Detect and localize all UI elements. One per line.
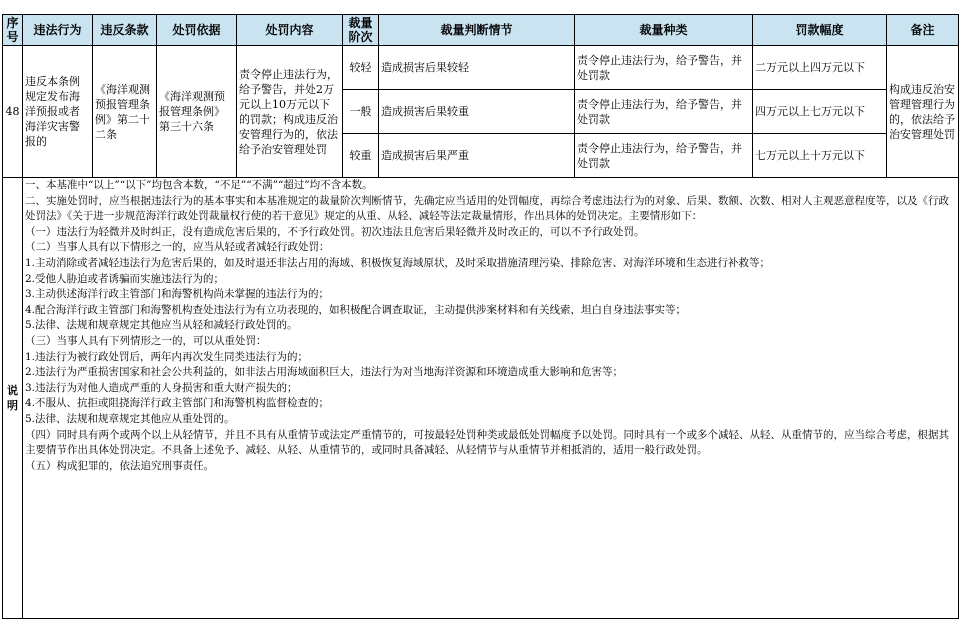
note-line: 1.违法行为被行政处罚后，两年内再次发生同类违法行为的；	[25, 350, 309, 363]
notes-body	[23, 178, 959, 619]
note-line: 2.违法行为严重损害国家和社会公共利益的，如非法占用海域面积巨大，违法行为对当地海洋资源和环境造成重大影响和危害等；	[25, 366, 624, 379]
notes-label: 说明	[3, 178, 23, 619]
discretion-type-cell: 责令停止违法行为，给予警告，并处罚款	[575, 46, 753, 90]
discretion-benchmark-table	[2, 14, 959, 619]
header-penalty-content: 处罚内容	[237, 15, 343, 46]
header-violation: 违法行为	[23, 15, 93, 46]
row-article-violated: 《海洋观测预报管理条例》第二十二条	[93, 46, 157, 178]
fine-range-cell: 四万元以上七万元以下	[753, 90, 887, 134]
circumstance-cell: 造成损害后果严重	[379, 134, 575, 178]
note-line: 4.配合海洋行政主管部门和海警机构查处违法行为有立功表现的，如积极配合调查取证，主动提供涉案材料和有关线索，坦白自身违法事实等；	[25, 303, 687, 316]
row-penalty-content: 责令停止违法行为，给予警告，并处2万元以上10万元以下的罚款；构成违反治安管理行为的，依法给予治安管理处罚	[237, 46, 343, 178]
circumstance-cell: 造成损害后果较重	[379, 90, 575, 134]
header-seq: 序号	[3, 15, 23, 46]
note-line: （一）违法行为轻微并及时纠正，没有造成危害后果的，不予行政处罚。初次违法且危害后果轻微并及时改正的，可以不予行政处罚。	[25, 225, 645, 238]
note-line: （四）同时具有两个或两个以上从轻情节，并且不具有从重情节或法定严重情节的，可按最轻处罚种类或最低处罚幅度予以处罚。同时具有一个或多个减轻、从轻、从重情节的，应当综合考虑，根据其主要情节作出具体处罚决定。不具备上述免予、减轻、从轻、从重情节的，或同时具备减轻、从轻情节与从重情节并相抵消的，适用一般行政处罚。	[25, 428, 949, 457]
note-line: （三）当事人具有下列情形之一的，可以从重处罚：	[25, 334, 267, 347]
row-violation: 违反本条例规定发布海洋预报或者海洋灾害警报的	[23, 46, 93, 178]
fine-range-cell: 二万元以上四万元以下	[753, 46, 887, 90]
header-judgment-circumstances: 裁量判断情节	[379, 15, 575, 46]
notes-row	[3, 178, 959, 619]
fine-range-cell: 七万元以上十万元以下	[753, 134, 887, 178]
table-row	[3, 46, 959, 90]
note-line: 3.主动供述海洋行政主管部门和海警机构尚未掌握的违法行为的；	[25, 288, 330, 301]
discretion-type-cell: 责令停止违法行为，给予警告，并处罚款	[575, 134, 753, 178]
level-cell: 一般	[343, 90, 379, 134]
note-line: 2.受他人胁迫或者诱骗而实施违法行为的；	[25, 272, 225, 285]
note-line: 1.主动消除或者减轻违法行为危害后果的，如及时退还非法占用的海域、积极恢复海域原状，及时采取措施清理污染、排除危害、对海洋环境和生态进行补救等；	[25, 256, 771, 269]
level-cell: 较轻	[343, 46, 379, 90]
row-seq: 48	[3, 46, 23, 178]
header-row	[3, 15, 959, 46]
note-line: （二）当事人具有以下情形之一的，应当从轻或者减轻行政处罚：	[25, 241, 330, 254]
header-article-violated: 违反条款	[93, 15, 157, 46]
note-line: 5.法律、法规和规章规定其他应当从轻和减轻行政处罚的。	[25, 319, 298, 332]
note-line: 5.法律、法规和规章规定其他应从重处罚的。	[25, 412, 235, 425]
discretion-type-cell: 责令停止违法行为，给予警告，并处罚款	[575, 90, 753, 134]
header-discretion-level: 裁量阶次	[343, 15, 379, 46]
level-cell: 较重	[343, 134, 379, 178]
header-penalty-basis: 处罚依据	[157, 15, 237, 46]
header-discretion-type: 裁量种类	[575, 15, 753, 46]
note-line: （五）构成犯罪的，依法追究刑事责任。	[25, 459, 214, 472]
row-penalty-basis: 《海洋观测预报管理条例》第三十六条	[157, 46, 237, 178]
header-remarks: 备注	[887, 15, 959, 46]
note-line: 3.违法行为对他人造成严重的人身损害和重大财产损失的；	[25, 381, 298, 394]
header-fine-range: 罚款幅度	[753, 15, 887, 46]
note-line: 4.不服从、抗拒或阻挠海洋行政主管部门和海警机构监督检查的；	[25, 397, 330, 410]
note-line: 一、本基准中“以上”“以下”均包含本数，“不足”“不满”“超过”均不含本数。	[25, 179, 373, 191]
note-line: 二、实施处罚时，应当根据违法行为的基本事实和本基准规定的裁量阶次判断情节，先确定应当适用的处罚幅度，再综合考虑违法行为的对象、后果、数额、次数、相对人主观恶意程度等，以及《行政处罚法》《关于进一步规范海洋行政处罚裁量权行使的若干意见》规定的从重、从轻、减轻等法定裁量情形，作出具体的处罚决定。主要情形如下：	[25, 194, 949, 223]
row-remarks: 构成违反治安管理管理行为的，依法给予治安管理处罚	[887, 46, 959, 178]
circumstance-cell: 造成损害后果较轻	[379, 46, 575, 90]
